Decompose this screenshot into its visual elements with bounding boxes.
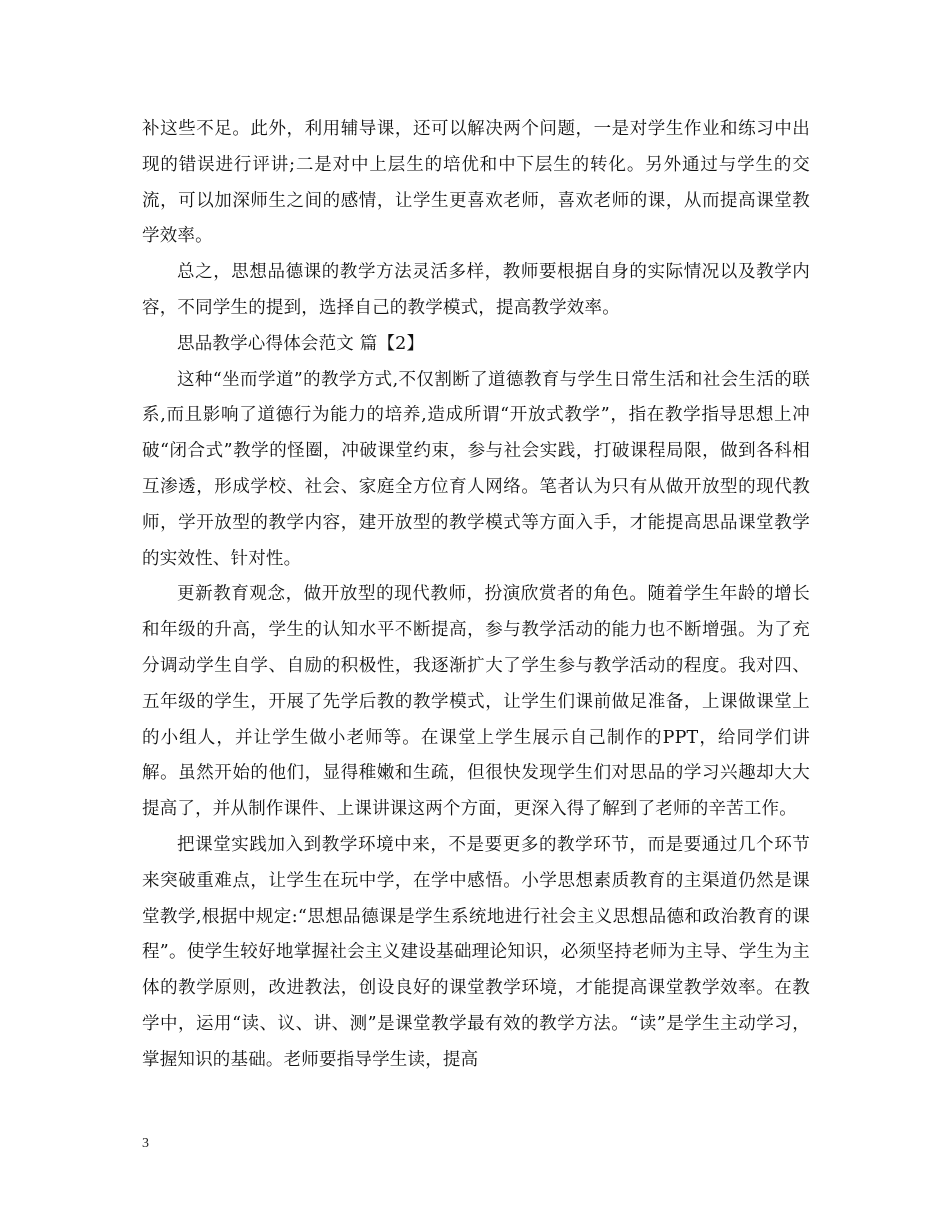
paragraph-conclusion: 总之，思想品德课的教学方法灵活多样，教师要根据自身的实际情况以及教学内容，不同学生的提到，选择自己的教学模式，提高教学效率。 [142, 262, 810, 318]
paragraph-continuation: 补这些不足。此外，利用辅导课，还可以解决两个问题，一是对学生作业和练习中出现的错误进行评讲;二是对中上层生的培优和中下层生的转化。另外通过与学生的交流，可以加深师生之间的感情，让学生更喜欢老师，喜欢老师的课，从而提高课堂教学效率。 [142, 119, 810, 247]
paragraph: 把课堂实践加入到教学环境中来，不是要更多的教学环节，而是要通过几个环节来突破重难点，让学生在玩中学，在学中感悟。小学思想素质教育的主渠道仍然是课堂教学,根据中规定:“思想品德课是学生系统地进行社会主义思想品德和政治教育的课程”。使学生较好地掌握社会主义建设基础理论知识，必须坚持老师为主导、学生为主体的教学原则，改进教法，创设良好的课堂教学环境，才能提高课堂教学效率。在教学中，运用“读、议、讲、测”是课堂教学最有效的教学方法。“读”是学生主动学习，掌握知识的基础。老师要指导学生读，提高 [142, 834, 810, 1070]
paragraph: 这种“坐而学道”的教学方式,不仅割断了道德教育与学生日常生活和社会生活的联系,而且影响了道德行为能力的培养,造成所谓“开放式教学”，指在教学指导思想上冲破“闭合式”教学的怪圈，冲破课堂约束，参与社会实践，打破课程局限，做到各科相互渗透，形成学校、社会、家庭全方位育人网络。笔者认为只有从做开放型的现代教师，学开放型的教学内容，建开放型的教学模式等方面入手，才能提高思品课堂教学的实效性、针对性。 [142, 369, 810, 569]
page-number: 3 [142, 1136, 149, 1151]
paragraph: 更新教育观念，做开放型的现代教师，扮演欣赏者的角色。随着学生年龄的增长和年级的升高，学生的认知水平不断提高，参与教学活动的能力也不断增强。为了充分调动学生自学、自励的积极性，我逐渐扩大了学生参与教学活动的程度。我对四、五年级的学生，开展了先学后教的教学模式，让学生们课前做足准备，上课做课堂上的小组人，并让学生做小老师等。在课堂上学生展示自己制作的PPT，给同学们讲解。虽然开始的他们，显得稚嫩和生疏，但很快发现学生们对思品的学习兴趣却大大提高了，并从制作课件、上课讲课这两个方面，更深入得了解到了老师的辛苦工作。 [142, 584, 810, 820]
section-heading: 思品教学心得体会范文 篇【2】 [177, 333, 425, 354]
body-text [142, 112, 810, 1079]
